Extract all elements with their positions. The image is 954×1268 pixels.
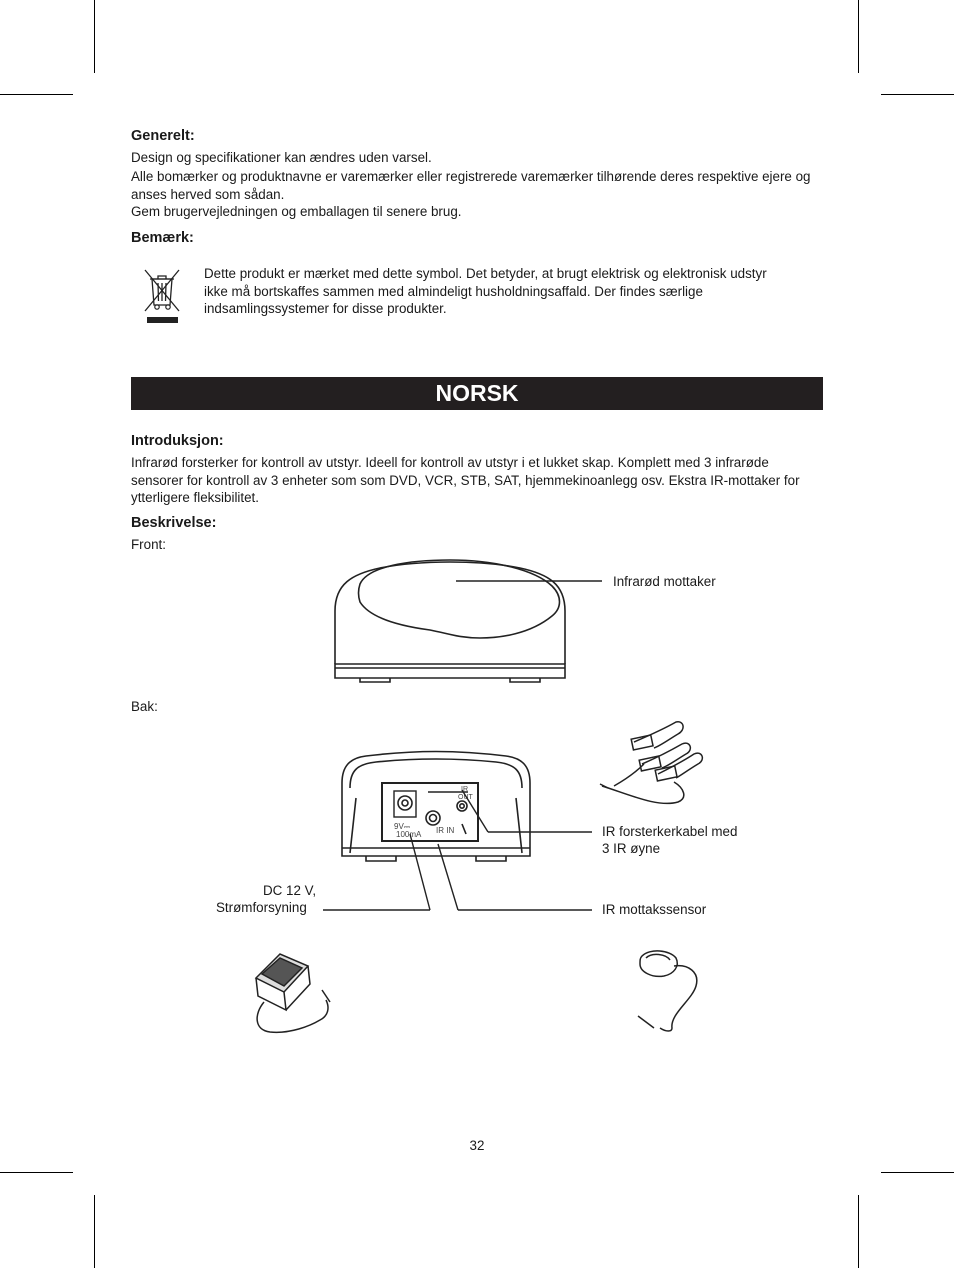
callout-dc-power: DC 12 V, bbox=[263, 883, 317, 898]
crop-mark bbox=[0, 94, 73, 95]
back-label: Bak: bbox=[131, 699, 158, 714]
callout-dc-power: Strømforsyning bbox=[216, 900, 307, 915]
front-label: Front: bbox=[131, 537, 166, 552]
front-device-illustration bbox=[330, 556, 570, 688]
crop-mark bbox=[0, 1172, 73, 1173]
general-line: Gem brugervejledningen og emballagen til senere brug. bbox=[131, 204, 462, 219]
crop-mark bbox=[858, 1195, 859, 1268]
intro-text: Infrarød forsterker for kontroll av utstyr. Ideell for kontroll av utstyr i et lukket skap. Komplett med 3 infrarøde sensorer for kontroll av 3 enheter som som DVD, VCR, STB, SAT, hjemmekinoanlegg osv. Ekstra IR-mottaker for ytterligere fleksibilitet. bbox=[131, 455, 800, 505]
weee-bin-icon bbox=[143, 267, 181, 325]
note-heading: Bemærk: bbox=[131, 230, 194, 246]
panel-ir-out-label: OUT bbox=[458, 794, 473, 801]
panel-power-label: 9V⎓ bbox=[394, 822, 411, 831]
callout-ir-receiver: Infrarød mottaker bbox=[613, 574, 716, 589]
ir-sensor-illustration bbox=[630, 944, 710, 1036]
power-adapter-illustration bbox=[250, 944, 334, 1038]
callout-ir-cable: IR forsterkerkabel med bbox=[602, 824, 738, 839]
callout-ir-sensor: IR mottakssensor bbox=[602, 902, 707, 917]
crop-mark bbox=[94, 0, 95, 73]
note-text: Dette produkt er mærket med dette symbol. Det betyder, at brugt elektrisk og elektronisk udstyr ikke må bortskaffes sammen med almindeligt husholdningsaffald. Der findes særlige indsamlingssystemer for disse produkter. bbox=[204, 266, 767, 316]
panel-current-label: 100mA bbox=[396, 830, 422, 839]
callout-lines bbox=[320, 780, 596, 914]
description-heading: Beskrivelse: bbox=[131, 515, 217, 531]
language-banner: NORSK bbox=[131, 377, 823, 410]
panel-ir-out-label: IR bbox=[461, 786, 468, 793]
page-number: 32 bbox=[469, 1138, 485, 1153]
general-line: Alle bomærker og produktnavne er varemærker eller registrerede varemærker tilhørende deres respektive ejere og anses herved som sådan. bbox=[131, 169, 811, 202]
panel-ir-in-label: IR IN bbox=[436, 826, 455, 835]
general-line: Design og specifikationer kan ændres uden varsel. bbox=[131, 150, 432, 165]
callout-ir-cable: 3 IR øyne bbox=[602, 841, 661, 856]
crop-mark bbox=[881, 94, 954, 95]
callout-line bbox=[456, 580, 602, 582]
ir-cable-three-eyes-illustration bbox=[598, 718, 710, 810]
crop-mark bbox=[858, 0, 859, 73]
intro-heading: Introduksjon: bbox=[131, 433, 224, 449]
crop-mark bbox=[94, 1195, 95, 1268]
general-heading: Generelt: bbox=[131, 128, 195, 144]
crop-mark bbox=[881, 1172, 954, 1173]
